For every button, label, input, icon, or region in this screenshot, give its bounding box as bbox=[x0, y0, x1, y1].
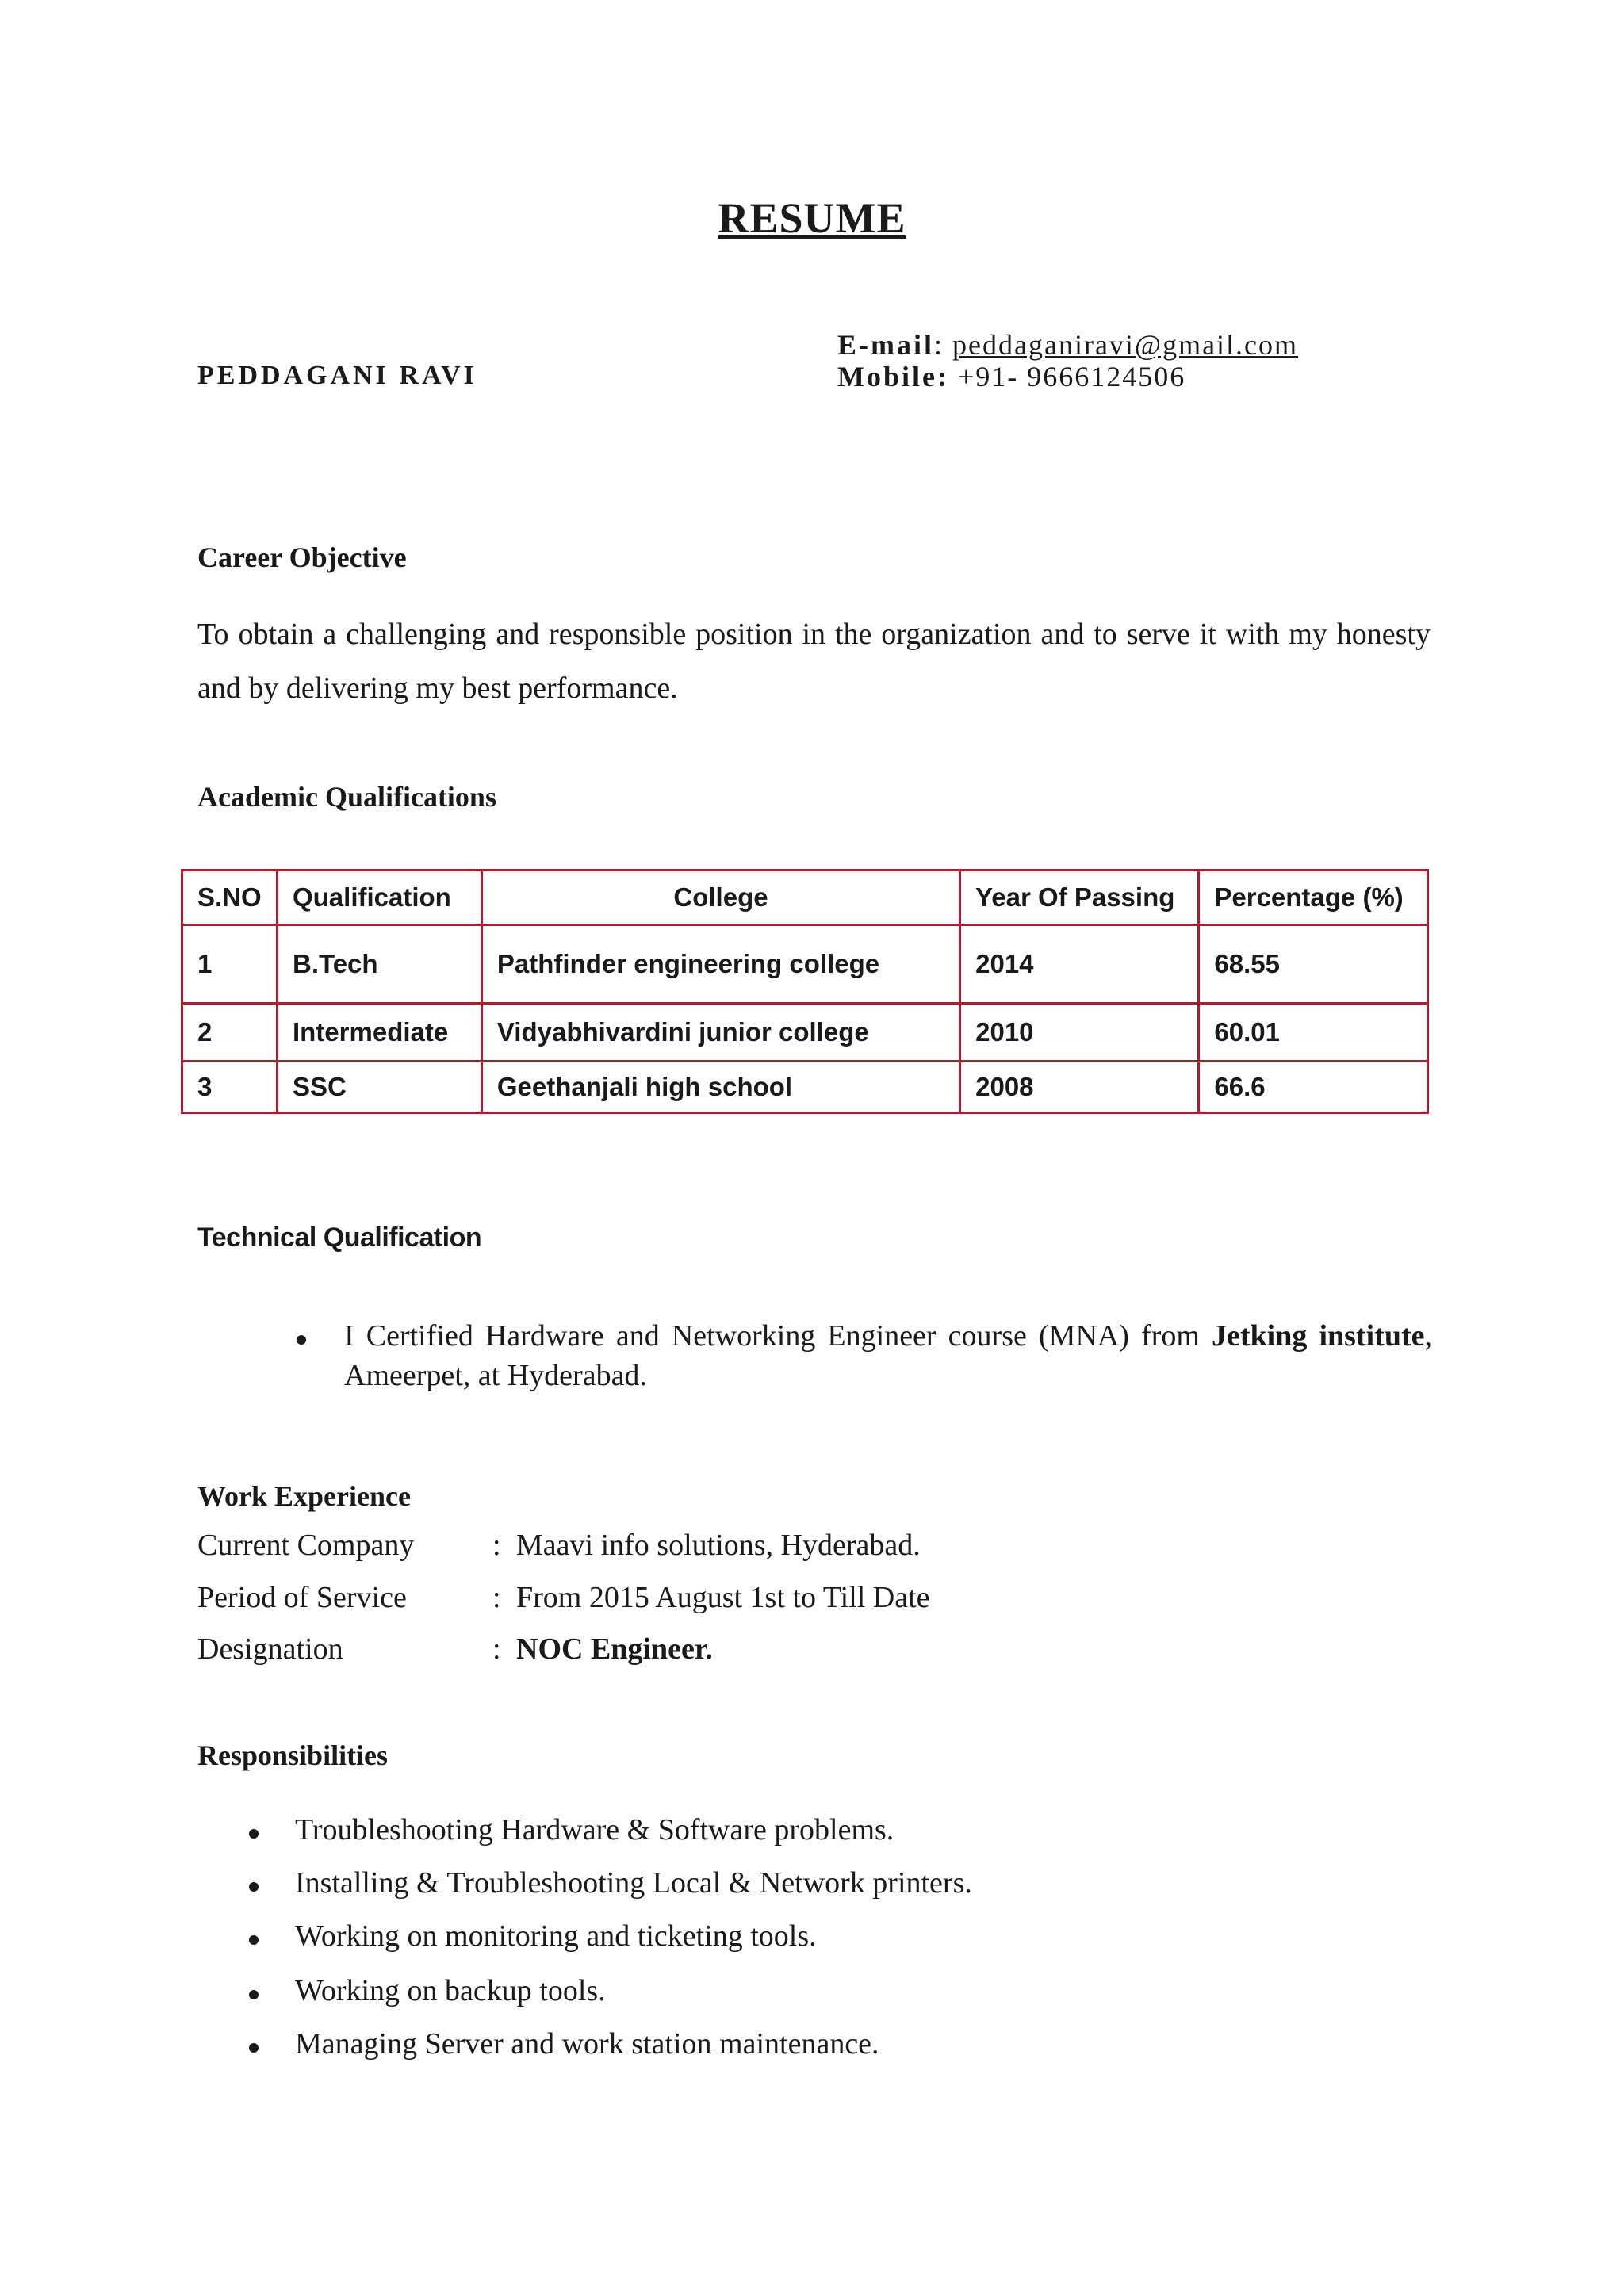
column-header: Percentage (%) bbox=[1199, 871, 1428, 925]
colon-separator: : bbox=[492, 1581, 501, 1614]
technical-item-location: , Ameerpet, at Hyderabad. bbox=[344, 1319, 1432, 1392]
work-value: NOC Engineer. bbox=[516, 1632, 713, 1666]
academic-heading: Academic Qualifications bbox=[197, 781, 496, 813]
mobile-label: Mobile: bbox=[837, 361, 949, 392]
technical-item bbox=[344, 1316, 1432, 1395]
bullet-icon bbox=[249, 1882, 259, 1892]
colon-separator: : bbox=[492, 1529, 501, 1562]
table-cell: 68.55 bbox=[1199, 925, 1428, 1004]
technical-heading: Technical Qualification bbox=[197, 1223, 482, 1253]
table-cell: Pathfinder engineering college bbox=[481, 925, 959, 1004]
bullet-icon bbox=[249, 1990, 259, 1999]
work-key: Designation bbox=[197, 1632, 343, 1666]
responsibility-item: Managing Server and work station maintenance. bbox=[295, 2027, 879, 2061]
responsibility-item: Troubleshooting Hardware & Software problems. bbox=[295, 1813, 894, 1846]
column-header: S.NO bbox=[182, 871, 278, 925]
email-line: E-mail: peddaganiravi@gmail.com bbox=[837, 329, 1299, 361]
table-cell: 2008 bbox=[960, 1062, 1199, 1113]
work-value: Maavi info solutions, Hyderabad. bbox=[516, 1529, 921, 1562]
table-cell: 3 bbox=[182, 1062, 278, 1113]
candidate-name: PEDDAGANI RAVI bbox=[197, 361, 477, 390]
table-row bbox=[182, 1062, 1428, 1113]
table-row bbox=[182, 925, 1428, 1004]
bullet-icon bbox=[297, 1335, 306, 1345]
work-heading: Work Experience bbox=[197, 1480, 411, 1512]
work-key: Current Company bbox=[197, 1529, 415, 1562]
contact-block bbox=[837, 329, 1298, 392]
table-cell: 2 bbox=[182, 1004, 278, 1062]
column-header: Year Of Passing bbox=[960, 871, 1199, 925]
table-cell: 60.01 bbox=[1199, 1004, 1428, 1062]
bullet-icon bbox=[249, 2043, 259, 2053]
table-cell: 2010 bbox=[960, 1004, 1199, 1062]
bullet-icon bbox=[249, 1829, 259, 1839]
table-cell: Geethanjali high school bbox=[481, 1062, 959, 1113]
career-objective-heading: Career Objective bbox=[197, 541, 407, 573]
responsibilities-heading: Responsibilities bbox=[197, 1739, 389, 1771]
table-cell: Vidyabhivardini junior college bbox=[481, 1004, 959, 1062]
career-objective-text: To obtain a challenging and responsible position in the organization and to serve it with my honesty and by delivering my best performance. bbox=[197, 618, 1431, 705]
table-cell: Intermediate bbox=[277, 1004, 481, 1062]
mobile-number: +91- 9666124506 bbox=[957, 361, 1186, 392]
table-cell: 1 bbox=[182, 925, 278, 1004]
table-header-row bbox=[182, 871, 1428, 925]
column-header: College bbox=[481, 871, 959, 925]
responsibility-item: Installing & Troubleshooting Local & Network printers. bbox=[295, 1866, 972, 1900]
academic-table bbox=[181, 869, 1429, 1114]
email-link[interactable]: peddaganiravi@gmail.com bbox=[952, 329, 1299, 361]
work-value: From 2015 August 1st to Till Date bbox=[516, 1581, 930, 1614]
responsibility-item: Working on backup tools. bbox=[295, 1974, 606, 2007]
table-cell: 66.6 bbox=[1199, 1062, 1428, 1113]
page-title: RESUME bbox=[718, 194, 906, 242]
table-cell: 2014 bbox=[960, 925, 1199, 1004]
table-cell: SSC bbox=[277, 1062, 481, 1113]
institute-name: Jetking institute bbox=[1212, 1319, 1425, 1353]
table-row bbox=[182, 1004, 1428, 1062]
mobile-line bbox=[837, 361, 1298, 392]
email-label: E-mail bbox=[837, 329, 934, 361]
column-header: Qualification bbox=[277, 871, 481, 925]
colon-separator: : bbox=[492, 1632, 501, 1666]
work-key: Period of Service bbox=[197, 1581, 407, 1614]
table-cell: B.Tech bbox=[277, 925, 481, 1004]
technical-item-text: I Certified Hardware and Networking Engineer course (MNA) from bbox=[344, 1319, 1212, 1353]
bullet-icon bbox=[249, 1935, 259, 1945]
responsibility-item: Working on monitoring and ticketing tools. bbox=[295, 1919, 817, 1953]
